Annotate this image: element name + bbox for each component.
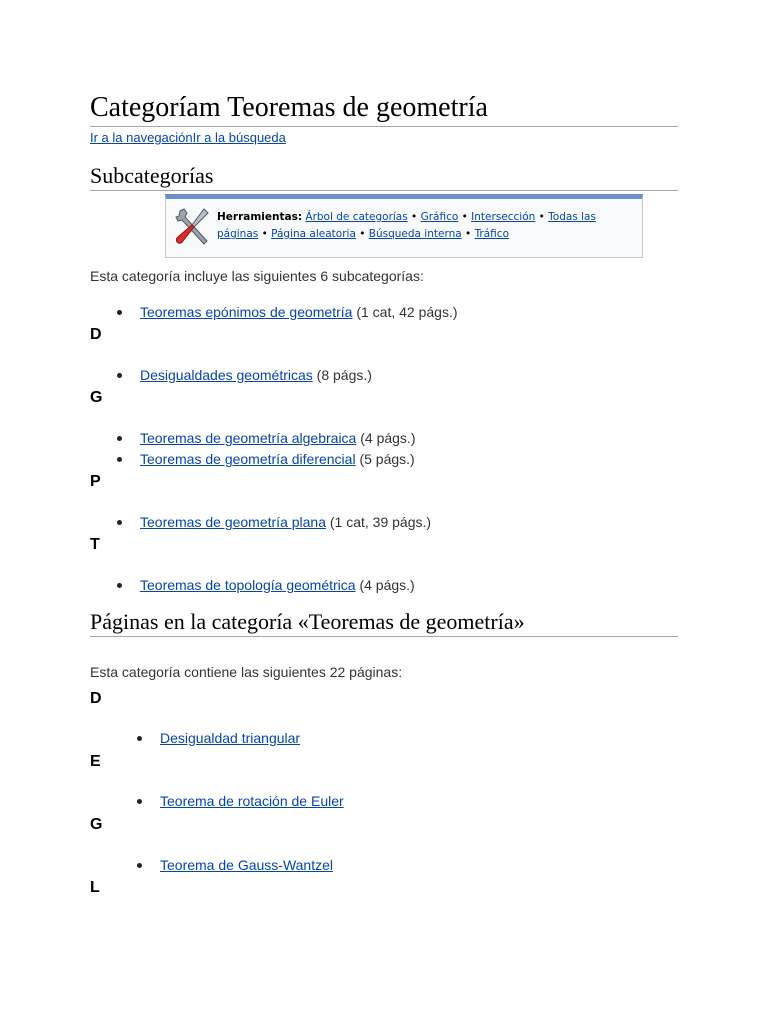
item-count: (5 págs.) (359, 451, 415, 467)
subcategory-link[interactable]: Teoremas de geometría algebraica (140, 430, 357, 446)
tools-box (165, 194, 643, 258)
subcategory-link[interactable]: Teoremas epónimos de geometría (140, 304, 353, 320)
subcategories-heading: Subcategorías (90, 162, 678, 191)
jump-to-navigation-link[interactable]: Ir a la navegación (90, 130, 193, 145)
tool-link-random-page[interactable]: Página aleatoria (271, 228, 356, 240)
tool-link-all-pages[interactable]: Todas las páginas (217, 211, 596, 240)
subcategory-link[interactable]: Teoremas de topología geométrica (140, 577, 356, 593)
tools-label: Herramientas: (217, 211, 303, 223)
bullet (117, 520, 122, 525)
subcategory-link[interactable]: Teoremas de geometría diferencial (140, 451, 356, 467)
tools-text (217, 209, 597, 243)
section-letter: T (90, 536, 100, 553)
bullet (137, 736, 142, 741)
bullet (117, 583, 122, 588)
section-letter: P (90, 473, 101, 490)
section-letter: D (90, 690, 102, 707)
subcategories-intro: Esta categoría incluye las siguientes 6 subcategorías: (90, 268, 424, 284)
tool-link-graph[interactable]: Gráfico (420, 211, 459, 223)
tool-separator: • (461, 228, 475, 240)
list-item (140, 429, 415, 447)
section-letter: E (90, 753, 101, 770)
tool-separator: • (407, 211, 421, 223)
list-item (160, 792, 344, 810)
tool-separator: • (535, 211, 549, 223)
list-item (140, 303, 458, 321)
subcategory-link[interactable]: Teoremas de geometría plana (140, 514, 326, 530)
subcategory-link[interactable]: Desigualdades geométricas (140, 367, 313, 383)
page-title: Categoríam Teoremas de geometría (90, 90, 678, 127)
page-link[interactable]: Desigualdad triangular (160, 730, 301, 746)
bullet (137, 863, 142, 868)
list-item (140, 576, 415, 594)
item-count: (8 págs.) (316, 367, 372, 383)
tools-icon (174, 205, 212, 247)
jump-to-search-link[interactable]: Ir a la búsqueda (192, 130, 286, 145)
pages-heading: Páginas en la categoría «Teoremas de geometría» (90, 608, 678, 637)
item-count: (4 págs.) (359, 577, 415, 593)
tool-separator: • (258, 228, 272, 240)
tool-separator: • (355, 228, 369, 240)
section-letter: L (90, 879, 100, 896)
section-letter: G (90, 389, 103, 406)
item-count: (1 cat, 42 págs.) (356, 304, 458, 320)
list-item (140, 450, 415, 468)
tool-separator: • (458, 211, 472, 223)
pages-intro: Esta categoría contiene las siguientes 22 páginas: (90, 664, 403, 680)
list-item (160, 856, 333, 874)
bullet (117, 373, 122, 378)
list-item (140, 366, 372, 384)
tool-link-intersection[interactable]: Intersección (471, 211, 536, 223)
page-link[interactable]: Teorema de rotación de Euler (160, 793, 344, 809)
bullet (117, 436, 122, 441)
item-count: (1 cat, 39 págs.) (329, 514, 432, 530)
bullet (117, 310, 122, 315)
section-letter: D (90, 326, 102, 343)
list-item (160, 729, 300, 747)
page-link[interactable]: Teorema de Gauss-Wantzel (160, 857, 333, 873)
bullet (117, 457, 122, 462)
item-count: (4 págs.) (360, 430, 416, 446)
list-item (140, 513, 431, 531)
tool-link-category-tree[interactable]: Árbol de categorías (305, 211, 408, 223)
bullet (137, 799, 142, 804)
section-letter: G (90, 816, 103, 833)
jump-links (90, 129, 286, 146)
tool-link-internal-search[interactable]: Búsqueda interna (368, 228, 462, 240)
tool-link-traffic[interactable]: Tráfico (474, 228, 509, 240)
